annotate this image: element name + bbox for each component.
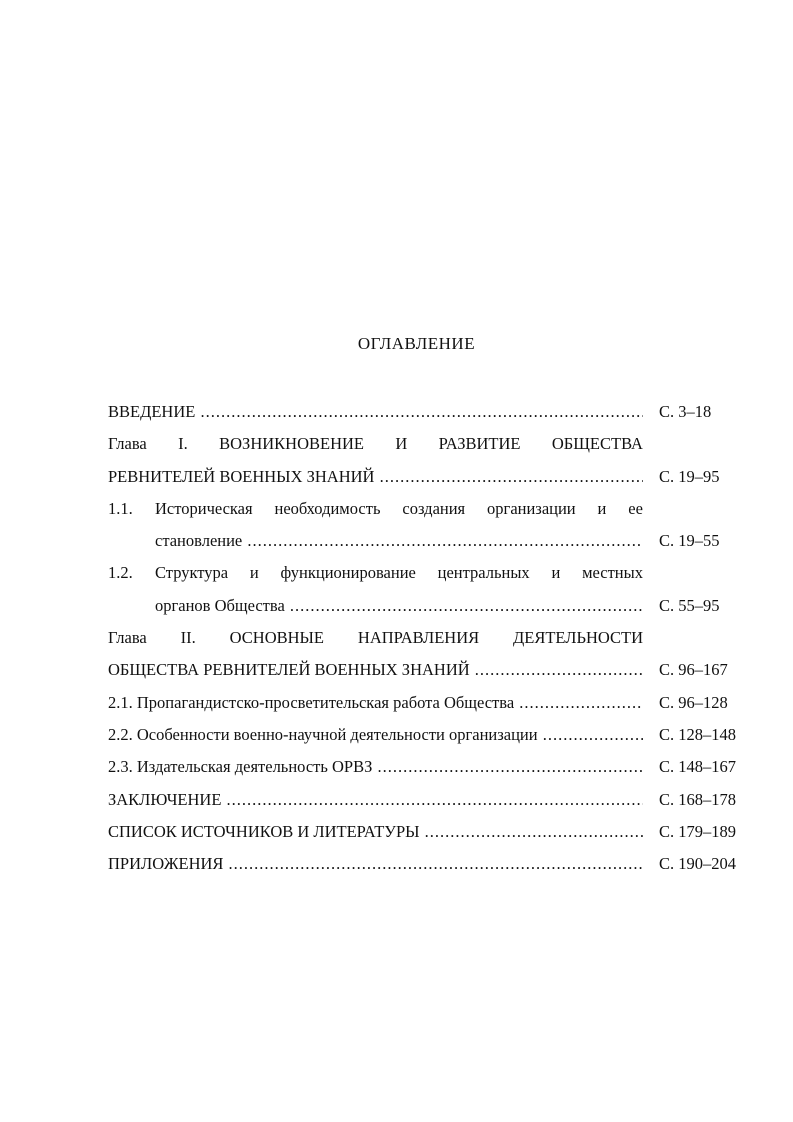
toc-chapter-2-line1[interactable] xyxy=(108,622,748,654)
toc-page-ref: С. 179–189 xyxy=(659,821,737,841)
table-of-contents xyxy=(108,396,748,880)
toc-word: Историческая xyxy=(155,498,253,518)
toc-entry-title-cont: становление ..... xyxy=(155,525,643,557)
toc-section-1-1-line2[interactable] xyxy=(108,525,748,557)
toc-word: ДЕЯТЕЛЬНОСТИ xyxy=(513,628,643,648)
toc-word: НАПРАВЛЕНИЯ xyxy=(357,628,480,648)
toc-word: местных xyxy=(582,563,643,583)
toc-word: ВОЗНИКНОВЕНИЕ xyxy=(219,434,364,454)
toc-word: II. xyxy=(180,628,196,648)
toc-word: ОБЩЕСТВА xyxy=(551,434,643,454)
toc-page-ref: С. 96–167 xyxy=(659,660,728,680)
toc-word: I. xyxy=(178,434,188,454)
toc-word: и xyxy=(551,563,561,583)
toc-entry-appendices[interactable] xyxy=(108,848,748,880)
page-title: ОГЛАВЛЕНИЕ xyxy=(357,334,476,353)
toc-word: и xyxy=(597,498,607,518)
toc-chapter-2-line2[interactable] xyxy=(108,654,748,686)
toc-page-ref: С. 96–128 xyxy=(659,692,728,712)
toc-entry-title: 2.3. Издательская деятельность ОРВЗ ..... xyxy=(108,751,643,783)
toc-entry-title xyxy=(108,428,643,460)
toc-entry-title: СПИСОК ИСТОЧНИКОВ И ЛИТЕРАТУРЫ ..... xyxy=(108,816,643,848)
toc-entry-title: 2.2. Особенности военно-научной деятельности организации ..... xyxy=(108,719,643,751)
toc-word: функционирование xyxy=(280,563,416,583)
toc-chapter-1-line2[interactable] xyxy=(108,461,748,493)
toc-page-ref: С. 148–167 xyxy=(659,757,737,777)
toc-page-ref: С. 190–204 xyxy=(659,854,737,874)
toc-section-1-2-line2[interactable] xyxy=(108,590,748,622)
toc-entry-conclusion[interactable] xyxy=(108,784,748,816)
toc-page-ref: С. 128–148 xyxy=(659,724,737,744)
toc-entry-title-cont: РЕВНИТЕЛЕЙ ВОЕННЫХ ЗНАНИЙ ..... xyxy=(108,461,643,493)
toc-word: центральных xyxy=(437,563,530,583)
toc-section-2-1[interactable] xyxy=(108,687,748,719)
toc-word: и xyxy=(249,563,259,583)
toc-entry-title-cont: органов Общества ..... xyxy=(155,590,643,622)
toc-page-ref: С. 3–18 xyxy=(659,402,712,421)
toc-section-1-1-line1[interactable] xyxy=(108,493,748,525)
toc-section-2-2[interactable] xyxy=(108,719,748,751)
toc-word: создания xyxy=(402,498,466,518)
toc-entry-title: ПРИЛОЖЕНИЯ ..... xyxy=(108,848,643,880)
toc-entry-title xyxy=(155,493,643,525)
toc-page-ref: С. 19–95 xyxy=(659,466,720,486)
toc-entry-title xyxy=(108,622,643,654)
toc-section-1-2-line1[interactable] xyxy=(108,557,748,589)
toc-entry-introduction[interactable] xyxy=(108,396,748,428)
toc-section-number: 1.2. xyxy=(108,563,133,583)
toc-entry-title-cont: ОБЩЕСТВА РЕВНИТЕЛЕЙ ВОЕННЫХ ЗНАНИЙ ..... xyxy=(108,654,643,686)
toc-word: Структура xyxy=(155,563,229,583)
toc-section-number: 1.1. xyxy=(108,498,133,518)
toc-page-ref: С. 19–55 xyxy=(659,531,720,551)
toc-word: Глава xyxy=(108,628,147,648)
toc-word: Глава xyxy=(108,434,147,454)
toc-entry-title: ЗАКЛЮЧЕНИЕ ..... xyxy=(108,784,643,816)
toc-word: ее xyxy=(628,498,643,518)
toc-page-ref: С. 55–95 xyxy=(659,595,720,615)
toc-entry-bibliography[interactable] xyxy=(108,816,748,848)
toc-page-ref: С. 168–178 xyxy=(659,789,737,809)
toc-entry-title xyxy=(155,557,643,589)
toc-entry-title: ВВЕДЕНИЕ ..... xyxy=(108,396,643,428)
toc-section-2-3[interactable] xyxy=(108,751,748,783)
toc-word: ОСНОВНЫЕ xyxy=(229,628,325,648)
toc-entry-title: 2.1. Пропагандистско-просветительская работа Общества ..... xyxy=(108,687,643,719)
toc-word: организации xyxy=(487,498,576,518)
toc-word: необходимость xyxy=(274,498,381,518)
toc-word: И xyxy=(395,434,408,454)
toc-chapter-1-line1[interactable] xyxy=(108,428,748,460)
toc-word: РАЗВИТИЕ xyxy=(438,434,521,454)
